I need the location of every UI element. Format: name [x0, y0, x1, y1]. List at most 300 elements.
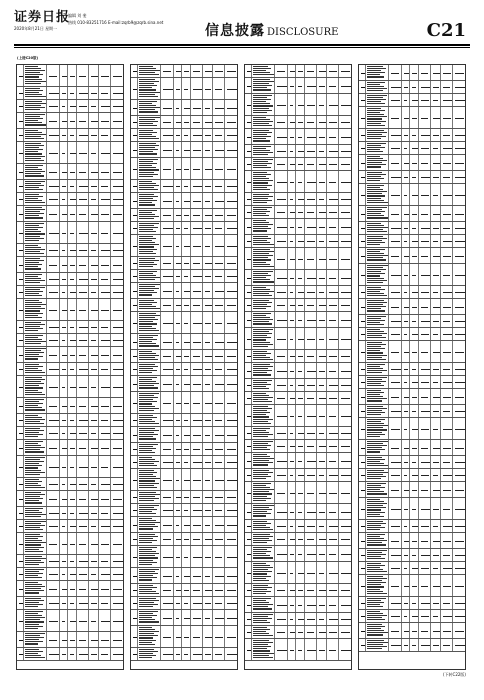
table-row-index-text [19, 484, 23, 485]
table-row-value-text [455, 73, 464, 74]
table-row-name-text [139, 598, 160, 608]
table-row-value-text [421, 568, 429, 569]
table-row-value-text [455, 321, 466, 322]
table-row-value-text [79, 369, 88, 370]
table-row-value-text [277, 212, 285, 213]
table-row-value-text [404, 631, 409, 632]
table-row-value-text [455, 352, 464, 353]
table-row-value-text [404, 541, 409, 542]
table-row-value-text [176, 276, 180, 277]
table-row-value-text [62, 250, 65, 251]
table-row-value-text [412, 631, 417, 632]
table-row-value-text [227, 201, 237, 202]
table-row-value-text [184, 342, 190, 343]
table-row [131, 597, 237, 610]
table-row-name-text [253, 483, 274, 502]
table-row-value-text [101, 387, 110, 388]
table-row-value-text [290, 292, 293, 293]
table-row-value-text [412, 256, 417, 257]
table-row-value-text [421, 448, 428, 449]
table-row-value-text [298, 446, 303, 447]
table-row-value-text [49, 369, 59, 370]
table-row-value-text [227, 510, 238, 511]
table-row-value-text [62, 406, 67, 407]
table-row-value-text [227, 462, 238, 463]
table-row-value-text [404, 307, 409, 308]
table-row-value-text [79, 448, 86, 449]
table-row-index-text [247, 385, 251, 386]
table-row-name-text [367, 143, 388, 153]
table-row [359, 129, 465, 142]
table-row-value-text [215, 462, 222, 463]
table-row-value-text [319, 573, 324, 574]
table-row [17, 533, 123, 555]
table-row-value-text [341, 539, 350, 540]
table-row-name-text [25, 258, 46, 271]
table-row-name-text [139, 258, 160, 268]
table-row-value-text [455, 87, 466, 88]
table-row-name-text [25, 399, 46, 412]
table-row-value-text [455, 490, 464, 491]
table-row-value-text [205, 276, 211, 277]
table-row [359, 363, 465, 376]
table-row-value-text [176, 510, 180, 511]
table-row-value-text [193, 356, 200, 357]
table-row-value-text [277, 398, 285, 399]
table-row-index-text [19, 265, 23, 266]
table-row-value-text [113, 121, 122, 122]
table-row-value-text [391, 307, 399, 308]
table-row-value-text [319, 398, 326, 399]
table-row-value-text [455, 541, 464, 542]
table-row-name-text [253, 249, 274, 268]
table-row-value-text [412, 118, 417, 119]
table-row-value-text [101, 433, 110, 434]
table-row-index-text [247, 554, 251, 555]
table-row-value-text [101, 526, 110, 527]
table-row-value-text [62, 233, 66, 234]
table-row-value-text [79, 406, 86, 407]
table-row-index-text [19, 654, 23, 655]
table-row-value-text [91, 186, 97, 187]
table-row-value-text [70, 406, 75, 407]
table-row-value-text [404, 645, 408, 646]
table-row-index-text [247, 259, 251, 260]
table-row-value-text [341, 590, 350, 591]
table-row [245, 520, 351, 533]
masthead-rule-thick [14, 44, 470, 46]
table-row-value-text [391, 616, 400, 617]
table-row [245, 270, 351, 286]
table-row-index-text [247, 105, 251, 106]
table-row-value-text [421, 241, 429, 242]
table-row-value-text [70, 574, 76, 575]
table-row-value-text [290, 259, 295, 260]
table-row-value-text [433, 616, 438, 617]
table-row-value-text [319, 71, 326, 72]
table-row-value-text [391, 275, 401, 276]
table-row-value-text [319, 292, 324, 293]
table-row-value-text [307, 605, 316, 606]
table-row-value-text [443, 118, 451, 119]
table-row-name-text [367, 223, 388, 233]
table-row-value-text [277, 259, 285, 260]
table-row-value-text [298, 212, 303, 213]
table-row-value-text [443, 616, 452, 617]
table-row-name-text [253, 79, 274, 92]
table-row-value-text [307, 164, 314, 165]
table-row-value-text [421, 631, 428, 632]
table-row-value-text [404, 334, 407, 335]
table-row-value-text [70, 499, 75, 500]
table-row-name-text [367, 265, 388, 284]
table-row-index-text [133, 576, 137, 577]
table-row-value-text [433, 87, 439, 88]
table-row-name-text [139, 492, 160, 502]
table-row-value-text [433, 555, 439, 556]
table-row-index-text [247, 398, 251, 399]
table-row-index-text [19, 589, 23, 590]
table-row [17, 555, 123, 568]
table-row-value-text [184, 201, 190, 202]
table-row-index-text [133, 291, 137, 292]
table-row-value-text [433, 369, 439, 370]
table-row-value-text [193, 305, 200, 306]
table-row-value-text [433, 568, 438, 569]
table-row-value-text [176, 369, 180, 370]
table-row-value-text [329, 398, 337, 399]
table-row-value-text [277, 475, 286, 476]
table-row-value-text [443, 526, 452, 527]
continuation-note: (下转C22版) [442, 672, 466, 677]
table-row-value-text [163, 654, 173, 655]
table-row-value-text [62, 153, 65, 154]
table-row [245, 546, 351, 562]
table-row-name-text [25, 300, 46, 319]
table-row-value-text [62, 420, 66, 421]
table-row-value-text [433, 275, 439, 276]
table-row-index-text [361, 411, 365, 412]
table-row-value-text [70, 654, 74, 655]
table-row-index-text [247, 526, 251, 527]
table-row-value-text [421, 645, 430, 646]
table-row-value-text [91, 484, 96, 485]
table-row-value-text [404, 135, 408, 136]
table-row-value-text [193, 71, 200, 72]
table-row-name-text [139, 300, 160, 310]
table-row-name-text [25, 114, 46, 127]
table-row-value-text [404, 73, 409, 74]
table-row-name-text [367, 534, 388, 547]
table-row [245, 145, 351, 158]
table-row-value-text [227, 276, 238, 277]
table-row [131, 610, 237, 626]
table-row-value-text [412, 509, 416, 510]
table-row-value-text [193, 228, 202, 229]
table-row-value-text [49, 640, 57, 641]
table-row-value-text [298, 650, 302, 651]
table-row-value-text [205, 637, 212, 638]
table-row-value-text [412, 555, 416, 556]
table-row-value-text [62, 484, 65, 485]
table-row-value-text [421, 509, 430, 510]
table-row [17, 632, 123, 648]
table-row-value-text [277, 446, 285, 447]
table-row-value-text [443, 475, 452, 476]
table-row-value-text [443, 177, 450, 178]
table-row-value-text [412, 475, 418, 476]
table-row-value-text [193, 342, 201, 343]
table-row-value-text [277, 199, 286, 200]
table-row-name-text [253, 313, 274, 326]
table-row-value-text [307, 446, 314, 447]
table-row [131, 100, 237, 116]
table-row-value-text [193, 122, 200, 123]
table-row-value-text [421, 118, 428, 119]
table-row-name-text [253, 194, 274, 204]
table-row-name-text [139, 444, 160, 454]
table-row-value-text [341, 619, 351, 620]
table-row-value-text [412, 177, 416, 178]
table-row-value-text [215, 71, 223, 72]
table-row-value-text [215, 590, 223, 591]
table-row-value-text [277, 356, 285, 357]
table-row-value-text [91, 121, 98, 122]
table-row [131, 142, 237, 158]
table-row-name-text [253, 207, 274, 217]
table-row [245, 286, 351, 299]
table-row-index-text [361, 541, 365, 542]
table-row-value-text [215, 576, 224, 577]
table-row-value-text [205, 215, 212, 216]
table-row-value-text [290, 182, 294, 183]
table-row [131, 469, 237, 491]
table-row-value-text [184, 510, 188, 511]
table-row [245, 363, 351, 379]
table-row-index-text [361, 241, 365, 242]
table-row-index-text [247, 137, 251, 138]
table-row-index-text [133, 186, 137, 187]
table-row-index-text [361, 616, 365, 617]
table-row-index-text [247, 416, 251, 417]
table-row-value-text [215, 323, 222, 324]
table-row [245, 235, 351, 248]
table-row-value-text [307, 398, 314, 399]
table-row-value-text [62, 544, 67, 545]
table-row-name-text [139, 143, 160, 156]
table-row-value-text [176, 403, 181, 404]
table-row-index-text [247, 461, 251, 462]
table-row-value-text [62, 448, 67, 449]
table-row-value-text [404, 429, 407, 430]
table-row-name-text [139, 364, 160, 374]
table-row-name-text [253, 406, 274, 425]
table-row-value-text [113, 654, 124, 655]
table-row-index-text [19, 121, 23, 122]
table-row [359, 469, 465, 482]
table-row-name-text [253, 95, 274, 114]
table-row-name-text [139, 313, 160, 332]
table-row-value-text [319, 212, 326, 213]
table-row-name-text [25, 274, 46, 284]
table-row-name-text [253, 351, 274, 361]
table-row-value-text [184, 557, 188, 558]
table-row-value-text [391, 334, 400, 335]
table-row [359, 94, 465, 107]
table-row-value-text [227, 169, 236, 170]
table-row-value-text [443, 568, 452, 569]
table-row-value-text [163, 150, 172, 151]
table-row-value-text [62, 340, 65, 341]
table-row-value-text [298, 122, 303, 123]
table-row-value-text [70, 76, 75, 77]
table-row-value-text [91, 93, 97, 94]
table-row-value-text [421, 397, 428, 398]
table-row-value-text [215, 356, 223, 357]
table-row-value-text [79, 340, 87, 341]
table-row [359, 405, 465, 418]
table-row [17, 491, 123, 507]
table-row-value-text [113, 499, 122, 500]
table-row-value-text [443, 631, 451, 632]
table-row-value-text [101, 199, 110, 200]
table-row [17, 142, 123, 164]
table-row-value-text [433, 411, 439, 412]
table-row-value-text [277, 278, 287, 279]
table-row-value-text [176, 263, 181, 264]
table-row [359, 206, 465, 222]
table-column-2 [130, 64, 238, 670]
table-row-value-text [443, 429, 452, 430]
table-row [245, 427, 351, 440]
table-row [245, 312, 351, 328]
table-row-value-text [341, 292, 351, 293]
table-row-value-text [163, 449, 171, 450]
table-row-value-text [307, 241, 315, 242]
table-row-value-text [404, 616, 407, 617]
table-row-index-text [247, 356, 251, 357]
table-row-index-text [133, 356, 137, 357]
table-row-value-text [404, 509, 408, 510]
table-row [131, 312, 237, 334]
table-row-name-text [253, 117, 274, 127]
table-row-value-text [70, 484, 76, 485]
table-row-value-text [404, 177, 408, 178]
table-row [245, 299, 351, 312]
table-row-value-text [455, 307, 464, 308]
table-row [359, 171, 465, 184]
table-row-value-text [329, 554, 336, 555]
table-row-value-text [101, 369, 108, 370]
table-row-value-text [49, 448, 57, 449]
table-row-index-text [247, 446, 251, 447]
table-row-value-text [412, 100, 418, 101]
table-row-value-text [79, 526, 87, 527]
table-row-value-text [433, 292, 438, 293]
table-row-value-text [307, 416, 316, 417]
table-row [17, 206, 123, 222]
table-row-value-text [176, 420, 180, 421]
table-row [359, 286, 465, 299]
table-row-name-text [139, 335, 160, 348]
table-row-value-text [455, 429, 465, 430]
table-row-name-text [139, 210, 160, 220]
table-row-value-text [298, 398, 303, 399]
table-row-value-text [205, 480, 210, 481]
table-row-value-text [227, 576, 237, 577]
table-row-value-text [49, 420, 59, 421]
table-row-value-text [215, 135, 222, 136]
table-row-value-text [193, 480, 201, 481]
table-row-value-text [227, 342, 237, 343]
table-row-value-text [176, 323, 180, 324]
table-row-value-text [433, 256, 440, 257]
table-row-value-text [113, 93, 124, 94]
table-row-value-text [101, 621, 110, 622]
table-row-index-text [247, 339, 251, 340]
table-row-value-text [184, 637, 189, 638]
table-row-index-text [19, 93, 23, 94]
table-row-value-text [329, 619, 338, 620]
newspaper-logo: 证券日报 [14, 10, 71, 25]
table-row-value-text [205, 449, 212, 450]
table-row-name-text [25, 633, 46, 646]
table-row-value-text [290, 212, 295, 213]
table-row [359, 142, 465, 155]
table-row-value-text [79, 589, 86, 590]
table-row-value-text [176, 108, 179, 109]
table-row-name-text [139, 585, 160, 595]
table-row-value-text [176, 525, 179, 526]
table-row-name-text [253, 585, 274, 595]
table-row-value-text [91, 420, 97, 421]
table-row-value-text [79, 654, 88, 655]
table-row-index-text [19, 387, 23, 388]
table-row-value-text [455, 369, 466, 370]
table-row-value-text [205, 135, 211, 136]
table-row-value-text [319, 554, 325, 555]
table-row-name-text [25, 377, 46, 396]
table-row-value-text [91, 153, 96, 154]
table-row-value-text [412, 241, 418, 242]
table-row-value-text [329, 227, 336, 228]
table-row-value-text [404, 369, 408, 370]
table-row-value-text [298, 339, 304, 340]
table-row-value-text [184, 323, 188, 324]
table-row-value-text [62, 93, 66, 94]
table-row [245, 504, 351, 520]
table-row-value-text [329, 86, 336, 87]
table-row-value-text [391, 100, 400, 101]
table-row [359, 418, 465, 440]
table-row-value-text [70, 310, 75, 311]
table-row-value-text [433, 645, 439, 646]
table-row-value-text [227, 654, 238, 655]
table-row-value-text [184, 480, 190, 481]
table-row-value-text [205, 186, 211, 187]
table-row-value-text [319, 227, 325, 228]
table-row-name-text [253, 441, 274, 451]
table-row [359, 155, 465, 171]
table-row [245, 562, 351, 584]
table-row-value-text [79, 621, 87, 622]
table-row-value-text [290, 650, 294, 651]
table-row-value-text [391, 118, 399, 119]
table-row-value-text [277, 539, 285, 540]
table-row-value-text [176, 150, 179, 151]
table-row-name-text [25, 534, 46, 553]
table-row-value-text [163, 590, 171, 591]
